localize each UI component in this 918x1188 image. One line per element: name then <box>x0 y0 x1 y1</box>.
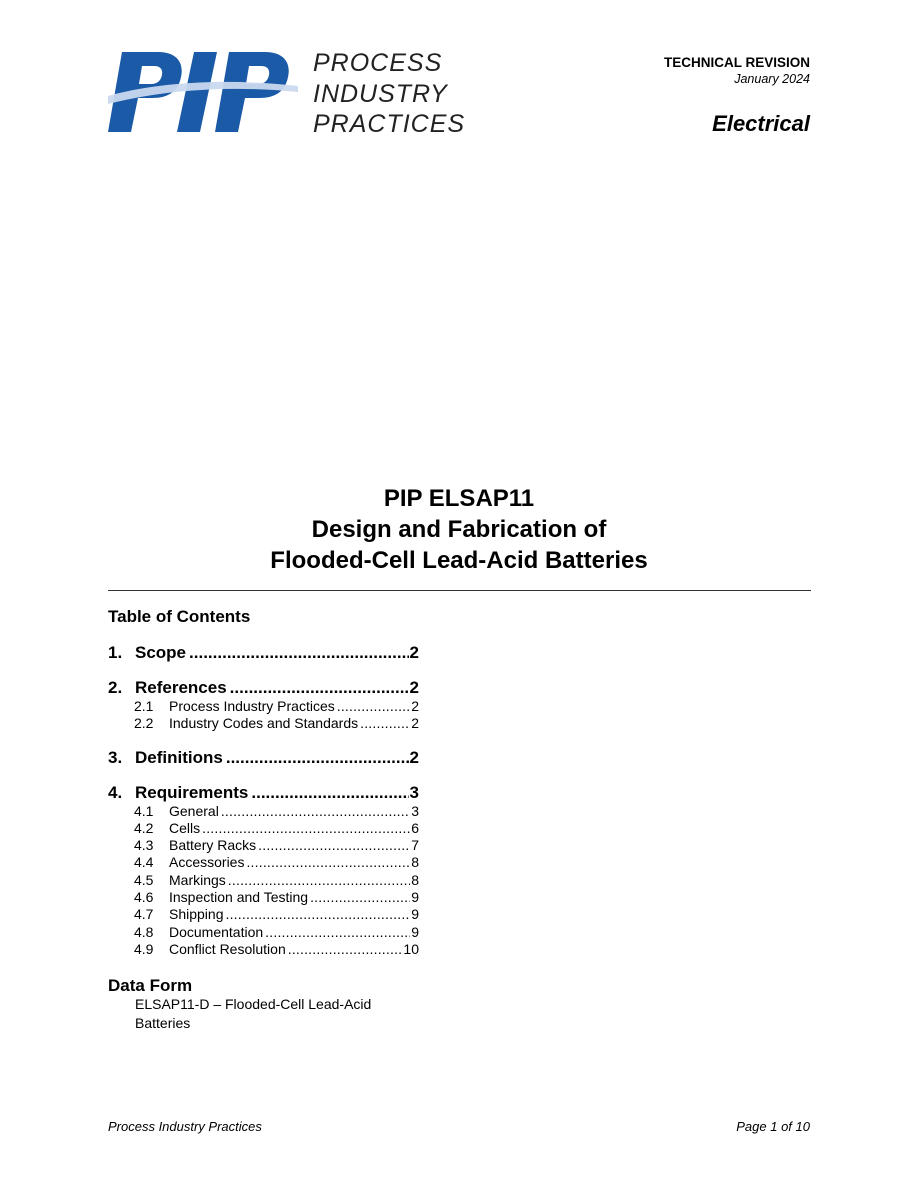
toc-subentry-number: 2.2 <box>134 715 154 732</box>
toc-subentry-page: 9 <box>411 906 419 923</box>
toc-section <box>108 747 419 768</box>
toc-entry-page: 2 <box>409 643 419 662</box>
toc-leader-dots <box>288 941 403 958</box>
footer-org: Process Industry Practices <box>108 1119 262 1134</box>
toc-leader-dots <box>226 747 409 768</box>
toc-entry-number: 1. <box>108 643 123 662</box>
toc-leader-dots <box>360 715 410 732</box>
pip-logo <box>108 52 298 134</box>
toc-subentry-page: 6 <box>411 819 419 836</box>
toc-leader-dots <box>226 906 411 923</box>
toc-subentry-page: 7 <box>411 837 419 854</box>
toc-subentry[interactable] <box>108 820 419 837</box>
toc-entry-label: Definitions <box>135 747 223 767</box>
toc-entry-label: References <box>135 678 227 697</box>
toc-subentry-label: Industry Codes and Standards <box>169 715 359 732</box>
page-number: Page 1 of 10 <box>736 1119 810 1134</box>
toc-subentry-page: 10 <box>403 940 419 957</box>
toc-entry-page: 3 <box>409 782 419 802</box>
title-divider <box>108 590 811 591</box>
toc-subentry-page: 2 <box>411 715 419 732</box>
toc-entry-number: 3. <box>108 747 123 767</box>
toc-subentry-number: 4.6 <box>134 889 154 906</box>
toc-subentry-page: 9 <box>411 923 419 940</box>
toc-subentry-page: 2 <box>411 698 419 714</box>
toc-subentry[interactable] <box>108 715 419 732</box>
title-line-3: Flooded-Cell Lead-Acid Batteries <box>270 547 648 574</box>
toc-subentry-label: Conflict Resolution <box>169 940 286 957</box>
toc-heading: Table of Contents <box>108 607 251 626</box>
toc-leader-dots <box>251 782 408 803</box>
toc-leader-dots <box>189 642 409 663</box>
toc-leader-dots <box>265 924 410 941</box>
toc-subentry-page: 9 <box>411 889 419 906</box>
document-title <box>108 483 810 576</box>
toc-subentry-number: 4.9 <box>134 940 154 957</box>
table-of-contents <box>108 642 419 972</box>
toc-subentry-label: Inspection and Testing <box>169 889 309 906</box>
toc-subentry-number: 4.5 <box>134 871 154 888</box>
toc-subentry[interactable] <box>108 889 419 906</box>
logo-line-3: PRACTICES <box>313 110 466 138</box>
toc-leader-dots <box>337 698 410 715</box>
toc-subentry-number: 4.8 <box>134 923 154 940</box>
toc-subentry[interactable] <box>108 924 419 941</box>
toc-subentry[interactable] <box>108 803 419 820</box>
data-form-heading: Data Form <box>108 976 193 995</box>
toc-subentry-number: 4.3 <box>134 837 154 854</box>
toc-subentry[interactable] <box>108 698 419 715</box>
toc-leader-dots <box>310 889 410 906</box>
toc-subentry-label: Cells <box>169 819 201 836</box>
toc-entry-page: 2 <box>409 678 419 697</box>
toc-subentry-number: 4.1 <box>134 802 154 819</box>
toc-entry[interactable] <box>108 747 419 768</box>
toc-subentry-page: 8 <box>411 871 419 888</box>
toc-subentry-label: Shipping <box>169 906 224 923</box>
toc-subentry-label: Markings <box>169 871 226 888</box>
toc-section <box>108 677 419 733</box>
toc-leader-dots <box>228 872 410 889</box>
toc-entry-label: Requirements <box>135 782 249 802</box>
toc-section <box>108 782 419 959</box>
toc-subentry-label: Process Industry Practices <box>169 698 335 714</box>
toc-leader-dots <box>258 837 410 854</box>
toc-entry-number: 2. <box>108 678 123 697</box>
toc-subentry[interactable] <box>108 837 419 854</box>
toc-subentry-page: 8 <box>411 854 419 871</box>
toc-subentry-number: 4.4 <box>134 854 154 871</box>
toc-leader-dots <box>221 803 410 820</box>
toc-entry-label: Scope <box>135 643 187 662</box>
toc-subentry-label: Battery Racks <box>169 837 257 854</box>
data-form-item[interactable]: ELSAP11-D – Flooded-Cell Lead-Acid Batteries <box>135 996 372 1031</box>
toc-subentry[interactable] <box>108 854 419 871</box>
toc-subentry-number: 4.2 <box>134 819 154 836</box>
toc-subentry-number: 2.1 <box>134 698 154 714</box>
toc-section <box>108 642 419 663</box>
toc-entry[interactable] <box>108 782 419 803</box>
title-line-1: PIP ELSAP11 <box>383 485 535 512</box>
revision-label: TECHNICAL REVISION <box>663 55 810 70</box>
toc-subentry[interactable] <box>108 941 419 958</box>
toc-subentry-page: 3 <box>411 802 419 819</box>
toc-subentry-label: General <box>169 802 219 819</box>
toc-entry[interactable] <box>108 677 419 698</box>
logo-line-2: INDUSTRY <box>313 79 448 108</box>
toc-entry[interactable] <box>108 642 419 663</box>
toc-subentry[interactable] <box>108 872 419 889</box>
title-line-2: Design and Fabrication of <box>311 516 607 543</box>
toc-subentry-label: Accessories <box>169 854 245 871</box>
toc-leader-dots <box>202 820 410 837</box>
logo-line-1: PROCESS <box>313 49 443 77</box>
practice-category: Electrical <box>712 111 810 136</box>
toc-subentry-number: 4.7 <box>134 906 154 923</box>
toc-entry-page: 2 <box>409 747 419 767</box>
toc-entry-number: 4. <box>108 782 123 802</box>
toc-subentry[interactable] <box>108 906 419 923</box>
revision-date: January 2024 <box>734 72 810 86</box>
logo-wordmark <box>313 48 465 140</box>
toc-subentry-label: Documentation <box>169 923 264 940</box>
toc-leader-dots <box>230 677 409 698</box>
toc-leader-dots <box>246 854 410 871</box>
